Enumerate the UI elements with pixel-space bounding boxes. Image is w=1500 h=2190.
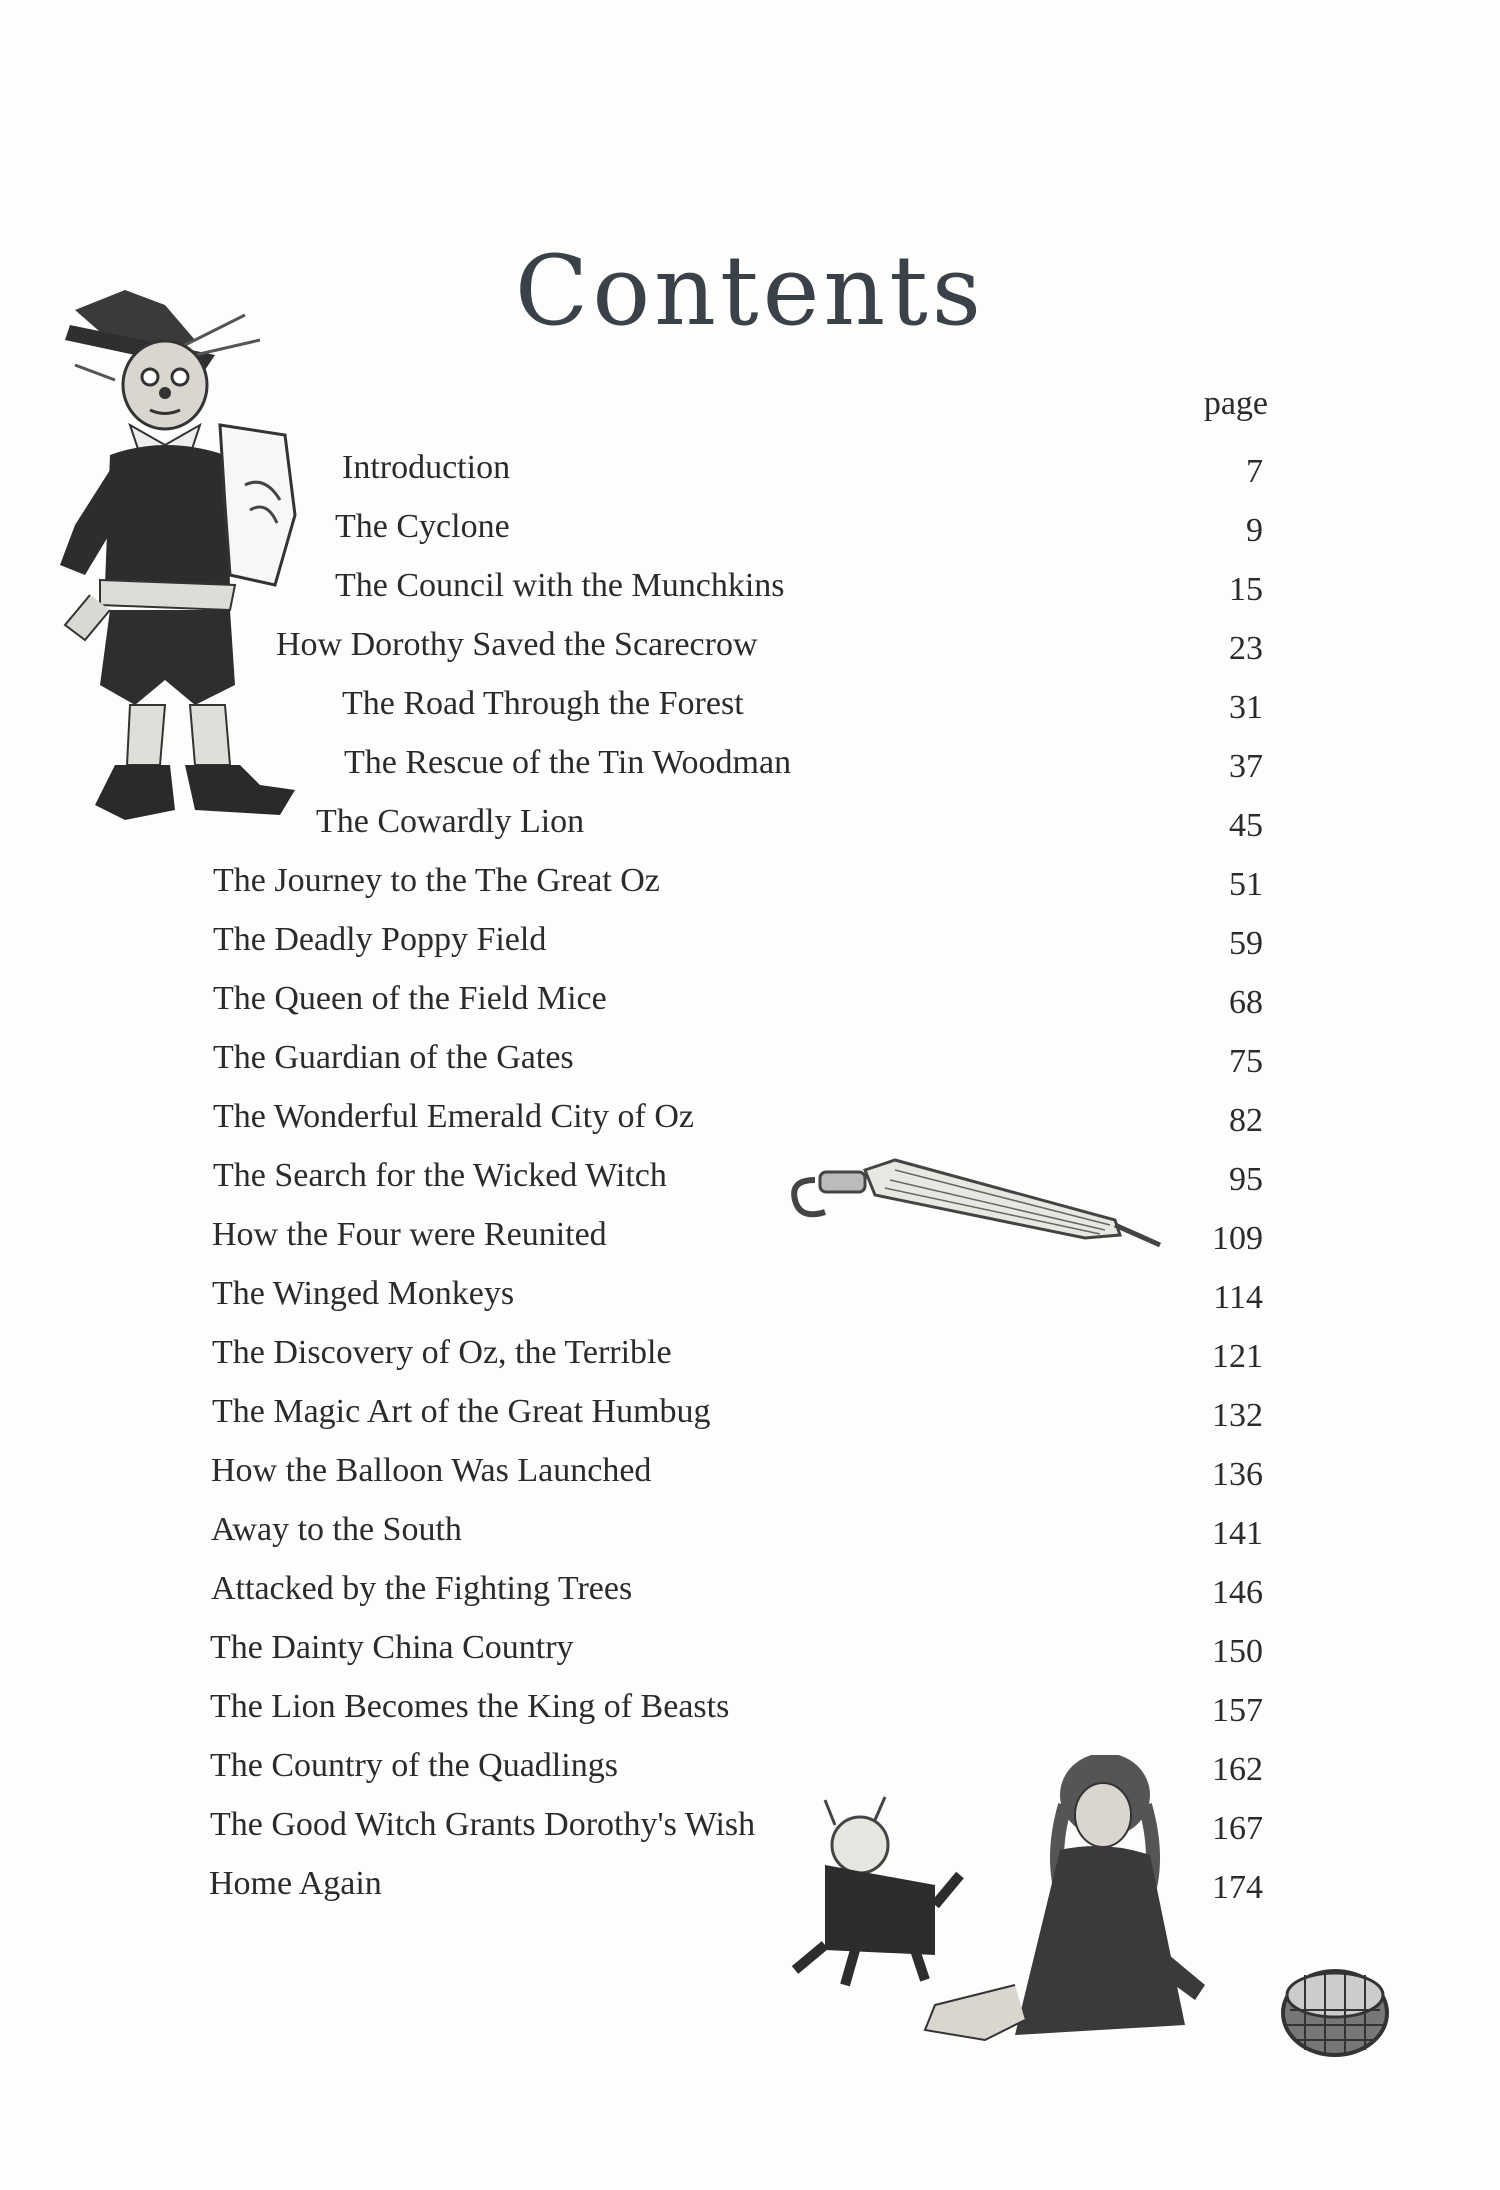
basket-illustration <box>1275 1955 1395 2065</box>
toc-entry-title: How Dorothy Saved the Scarecrow <box>276 626 758 663</box>
toc-entry-page: 31 <box>1229 689 1263 726</box>
toc-entry-page: 45 <box>1229 807 1263 844</box>
toc-entry-title: The Winged Monkeys <box>212 1275 515 1312</box>
toc-entry-page: 15 <box>1229 571 1263 608</box>
toc-entry-title: The Queen of the Field Mice <box>213 980 607 1017</box>
toc-entry-page: 136 <box>1212 1456 1263 1493</box>
umbrella-illustration <box>785 1150 1165 1260</box>
toc-entry-page: 109 <box>1212 1220 1263 1257</box>
toc-entry-page: 37 <box>1229 748 1263 785</box>
toc-entry-title: The Road Through the Forest <box>342 685 744 722</box>
toc-entry-title: The Lion Becomes the King of Beasts <box>210 1688 730 1725</box>
page-column-label: page <box>1203 385 1268 422</box>
toc-entry-page: 23 <box>1229 630 1263 667</box>
toc-entry-page: 51 <box>1229 866 1263 903</box>
toc-entry-title: The Rescue of the Tin Woodman <box>344 744 792 781</box>
toc-entry-title: How the Balloon Was Launched <box>211 1452 652 1489</box>
toc-entry-title: The Wonderful Emerald City of Oz <box>213 1098 694 1135</box>
toc-entry-title: The Journey to the The Great Oz <box>213 862 660 899</box>
toc-entry-title: The Good Witch Grants Dorothy's Wish <box>210 1806 756 1843</box>
toc-entry-page: 121 <box>1212 1338 1263 1375</box>
toc-entry-page: 174 <box>1212 1869 1263 1906</box>
toc-entry-title: The Cyclone <box>335 508 510 545</box>
toc-entry-page: 95 <box>1229 1161 1263 1198</box>
toc-entry-page: 162 <box>1212 1751 1263 1788</box>
toc-entry-page: 167 <box>1212 1810 1263 1847</box>
toc-entry-title: The Guardian of the Gates <box>213 1039 574 1076</box>
toc-entry-page: 146 <box>1212 1574 1263 1611</box>
toc-entry-page: 9 <box>1246 512 1263 549</box>
toc-entry-title: Home Again <box>209 1865 382 1902</box>
toc-entry-title: Introduction <box>342 449 511 486</box>
toc-entry-title: The Discovery of Oz, the Terrible <box>212 1334 672 1371</box>
toc-entry-title: The Cowardly Lion <box>316 803 585 840</box>
toc-entry-page: 75 <box>1229 1043 1263 1080</box>
toc-entry-title: How the Four were Reunited <box>212 1216 607 1253</box>
toc-entry-page: 114 <box>1213 1279 1263 1316</box>
toc-entry-page: 7 <box>1246 453 1263 490</box>
toc-entry-page: 132 <box>1212 1397 1263 1434</box>
toc-entry-title: The Council with the Munchkins <box>335 567 785 604</box>
toc-entry-page: 141 <box>1212 1515 1263 1552</box>
toc-entry-page: 150 <box>1212 1633 1263 1670</box>
scarecrow-illustration <box>55 285 355 845</box>
toc-entry-title: Attacked by the Fighting Trees <box>211 1570 633 1607</box>
page-title: Contents <box>514 235 986 347</box>
toc-entry-page: 68 <box>1229 984 1263 1021</box>
toc-entry-title: The Search for the Wicked Witch <box>213 1157 667 1194</box>
toc-entry-title: Away to the South <box>211 1511 462 1548</box>
toc-entry-title: The Country of the Quadlings <box>210 1747 618 1784</box>
toc-entry-title: The Dainty China Country <box>210 1629 574 1666</box>
toc-entry-page: 59 <box>1229 925 1263 962</box>
toc-entry-title: The Magic Art of the Great Humbug <box>212 1393 711 1430</box>
toc-entry-page: 82 <box>1229 1102 1263 1139</box>
toc-entry-page: 157 <box>1212 1692 1263 1729</box>
toc-entry-title: The Deadly Poppy Field <box>213 921 547 958</box>
